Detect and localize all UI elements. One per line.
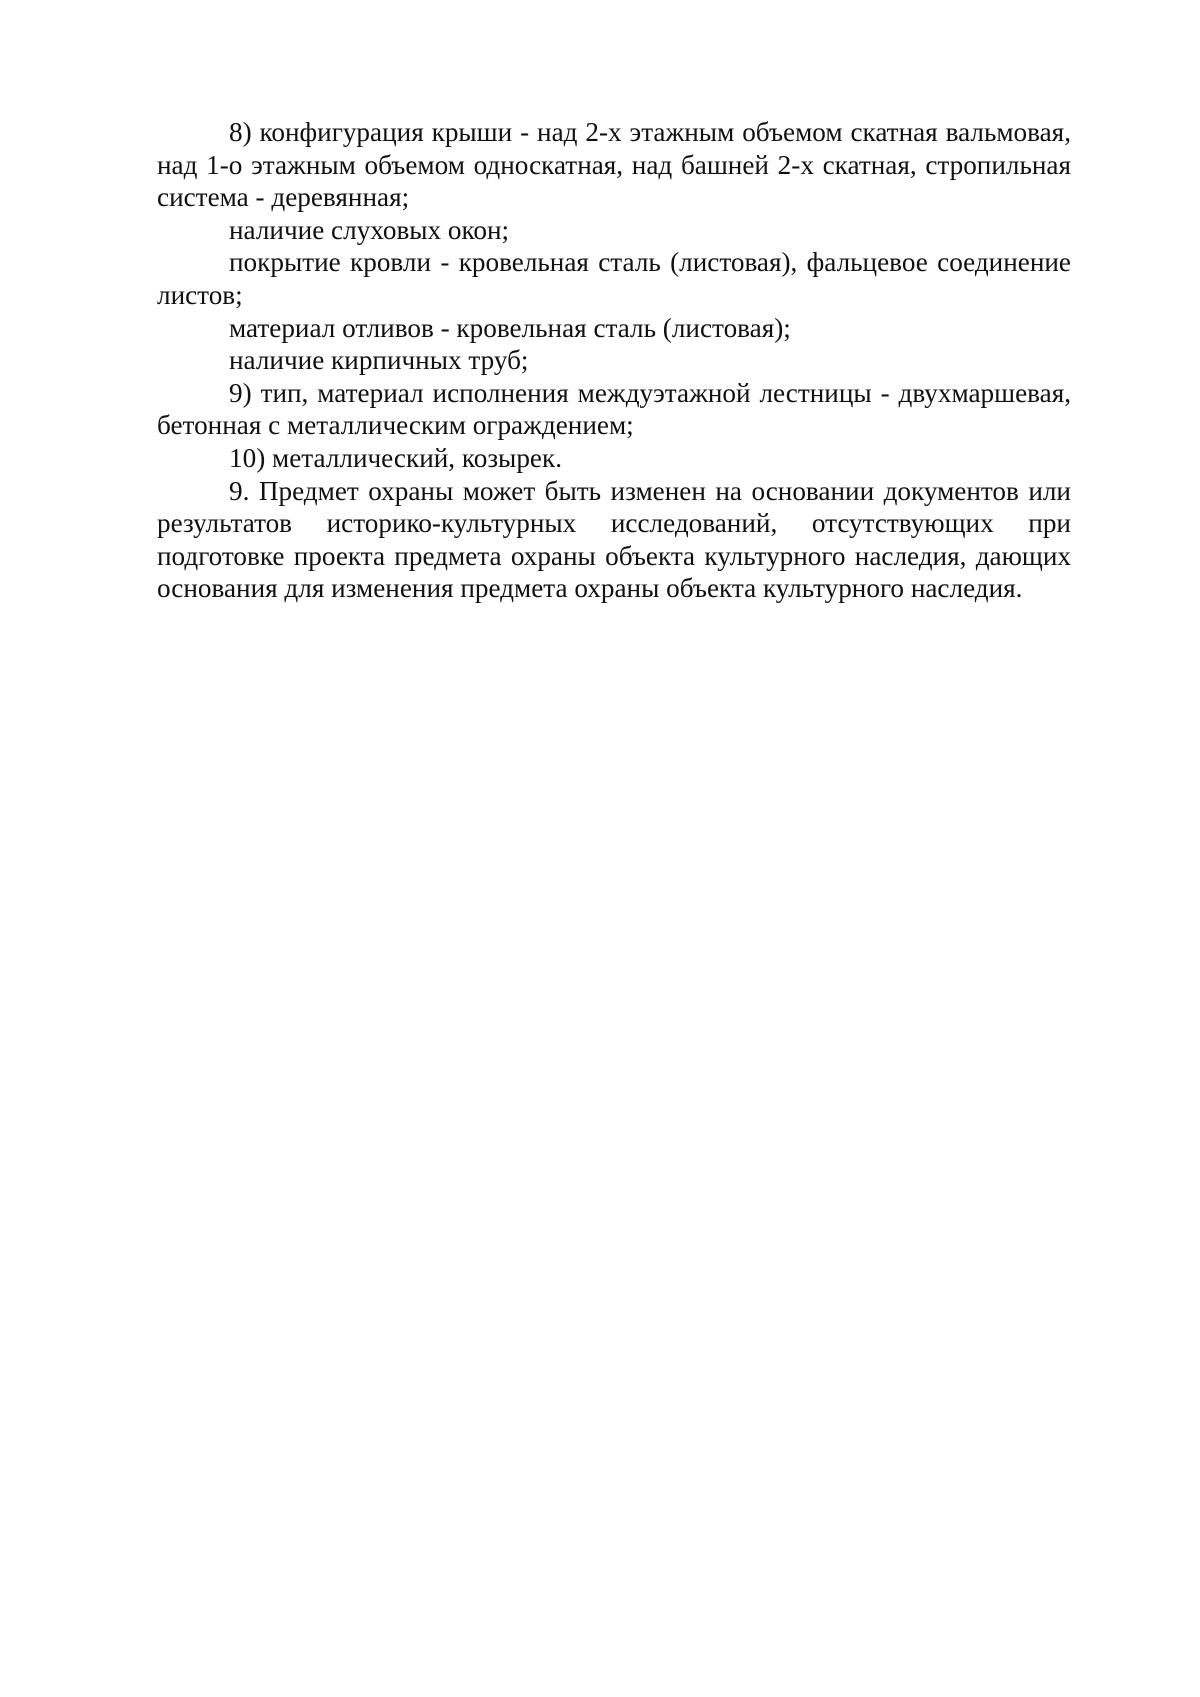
paragraph-drip-material: материал отливов - кровельная сталь (листовая); [229, 312, 791, 343]
paragraph-brick-chimneys: наличие кирпичных труб; [229, 345, 529, 376]
paragraph-roof-configuration: 8) конфигурация крыши - над 2-х этажным объемом скатная вальмовая, над 1-о этажным объемом односкатная, над башней 2-х скатная, стропильная система - деревянная; [157, 117, 1071, 213]
paragraph-dormer-windows: наличие слуховых окон; [229, 214, 510, 245]
paragraph-roof-covering: покрытие кровли - кровельная сталь (листовая), фальцевое соединение листов; [157, 247, 1071, 310]
paragraph-staircase: 9) тип, материал исполнения междуэтажной лестницы - двухмаршевая, бетонная с металлическим ограждением; [157, 377, 1071, 441]
paragraph-protection-subject-change: 9. Предмет охраны может быть изменен на основании документов или результатов историко-культурных исследований, отсутствующих при подготовке проекта предмета охраны объекта культурного наследия, дающих основания для изменения предмета охраны объекта культурного наследия. [157, 475, 1071, 604]
paragraph-canopy: 10) металлический, козырек. [229, 442, 562, 473]
document-body [157, 116, 1071, 605]
